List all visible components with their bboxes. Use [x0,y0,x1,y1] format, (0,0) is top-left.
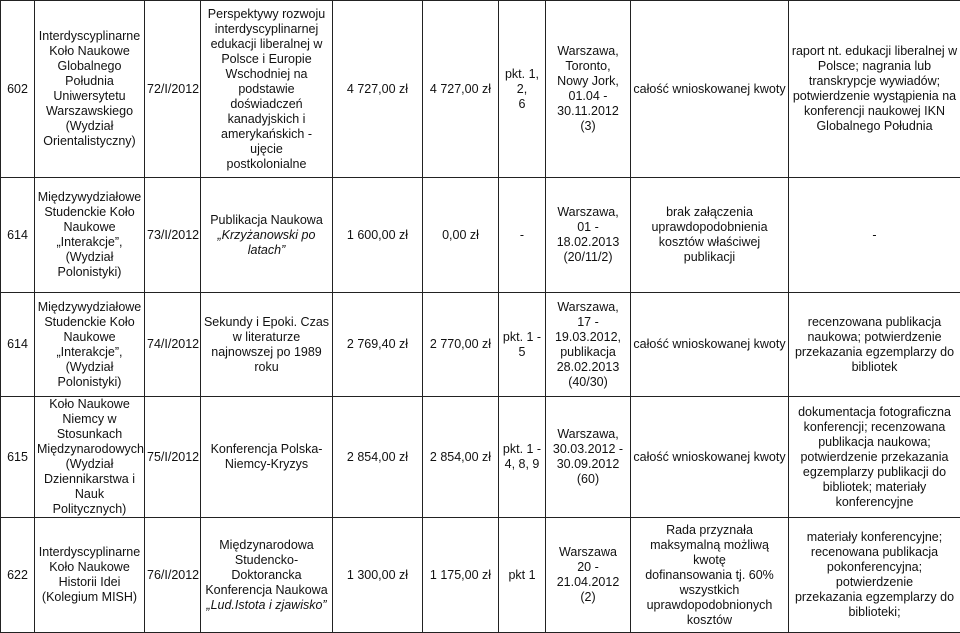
report-requirements-cell: dokumentacja fotograficzna konferencji; recenzowana publikacja naukowa; potwierdzenie przekazania egzemplarzy publikacji do bibliotek; materiały konferencyjne [789,397,960,518]
granted-amount-cell: 1 175,00 zł [423,518,499,633]
application-number-cell: 76/I/2012 [145,518,201,633]
budget-points-cell: pkt. 1 - 4, 8, 9 [499,397,546,518]
funding-scope-cell: Rada przyznała maksymalną możliwą kwotę dofinansowania tj. 60% wszystkich uprawdopodobnionych kosztów [631,518,789,633]
application-number-cell: 74/I/2012 [145,293,201,397]
project-title-text: Perspektywy rozwoju interdyscyplinarnej edukacji liberalnej w Polsce i Europie Wschodniej na podstawie doświadczeń kanadyjskich i amerykańskich - ujęcie postkolonialne [208,7,325,171]
organization-cell: Interdyscyplinarne Koło Naukowe Historii Idei (Kolegium MISH) [35,518,145,633]
funding-scope-cell: całość wnioskowanej kwoty [631,1,789,178]
table-row [1,178,960,293]
place-date-cell: Warszawa, 01 - 18.02.2013 (20/11/2) [546,178,631,293]
budget-points-cell: - [499,178,546,293]
table-row [1,293,960,397]
requested-amount-cell: 1 600,00 zł [333,178,423,293]
project-title-italic: „Krzyżanowski po latach” [218,228,316,257]
table-row [1,1,960,178]
granted-amount-cell: 4 727,00 zł [423,1,499,178]
project-title-cell [201,518,333,633]
granted-amount-cell: 2 854,00 zł [423,397,499,518]
requested-amount-cell: 1 300,00 zł [333,518,423,633]
organization-cell: Koło Naukowe Niemcy w Stosunkach Międzynarodowych (Wydział Dziennikarstwa i Nauk Politycznych) [35,397,145,518]
project-title-cell [201,397,333,518]
project-title-italic: „Lud.Istota i zjawisko” [206,598,326,612]
place-date-cell: Warszawa 20 - 21.04.2012 (2) [546,518,631,633]
application-number-cell: 72/I/2012 [145,1,201,178]
funding-scope-cell: całość wnioskowanej kwoty [631,397,789,518]
place-date-cell: Warszawa, Toronto, Nowy Jork, 01.04 - 30.11.2012 (3) [546,1,631,178]
granted-amount-cell: 0,00 zł [423,178,499,293]
report-requirements-cell: materiały konferencyjne; recenowana publikacja pokonferencyjna; potwierdzenie przekazania egzemplarzy do biblioteki; [789,518,960,633]
requested-amount-cell: 2 854,00 zł [333,397,423,518]
application-number-cell: 73/I/2012 [145,178,201,293]
requested-amount-cell: 4 727,00 zł [333,1,423,178]
budget-points-cell: pkt. 1 - 5 [499,293,546,397]
granted-amount-cell: 2 770,00 zł [423,293,499,397]
report-requirements-cell: raport nt. edukacji liberalnej w Polsce; nagrania lub transkrypcje wywiadów; potwierdzenie wystąpienia na konferencji naukowej IKN Globalnego Południa [789,1,960,178]
budget-points-cell: pkt. 1, 2, 6 [499,1,546,178]
lp-cell: 622 [1,518,35,633]
budget-points-cell: pkt 1 [499,518,546,633]
funding-scope-cell: brak załączenia uprawdopodobnienia kosztów właściwej publikacji [631,178,789,293]
application-number-cell: 75/I/2012 [145,397,201,518]
project-title-text: Międzynarodowa Studencko- Doktorancka Konferencja Naukowa [205,538,327,597]
project-title-cell [201,1,333,178]
report-requirements-cell: - [789,178,960,293]
project-title-text: Publikacja Naukowa [210,213,323,227]
table-row [1,397,960,518]
project-title-text: Konferencja Polska- Niemcy-Kryzys [211,442,323,471]
lp-cell: 614 [1,178,35,293]
project-title-text: Sekundy i Epoki. Czas w literaturze najnowszej po 1989 roku [204,315,329,374]
table-row [1,518,960,633]
organization-cell: Międzywydziałowe Studenckie Koło Naukowe „Interakcje”, (Wydział Polonistyki) [35,293,145,397]
organization-cell: Międzywydziałowe Studenckie Koło Naukowe „Interakcje”, (Wydział Polonistyki) [35,178,145,293]
place-date-cell: Warszawa, 17 - 19.03.2012, publikacja 28.02.2013 (40/30) [546,293,631,397]
place-date-cell: Warszawa, 30.03.2012 - 30.09.2012 (60) [546,397,631,518]
organization-cell: Interdyscyplinarne Koło Naukowe Globalnego Południa Uniwersytetu Warszawskiego (Wydział Orientalistyczny) [35,1,145,178]
project-title-cell [201,178,333,293]
report-requirements-cell: recenzowana publikacja naukowa; potwierdzenie przekazania egzemplarzy do bibliotek [789,293,960,397]
requested-amount-cell: 2 769,40 zł [333,293,423,397]
lp-cell: 614 [1,293,35,397]
project-title-cell [201,293,333,397]
funding-scope-cell: całość wnioskowanej kwoty [631,293,789,397]
lp-cell: 602 [1,1,35,178]
lp-cell: 615 [1,397,35,518]
